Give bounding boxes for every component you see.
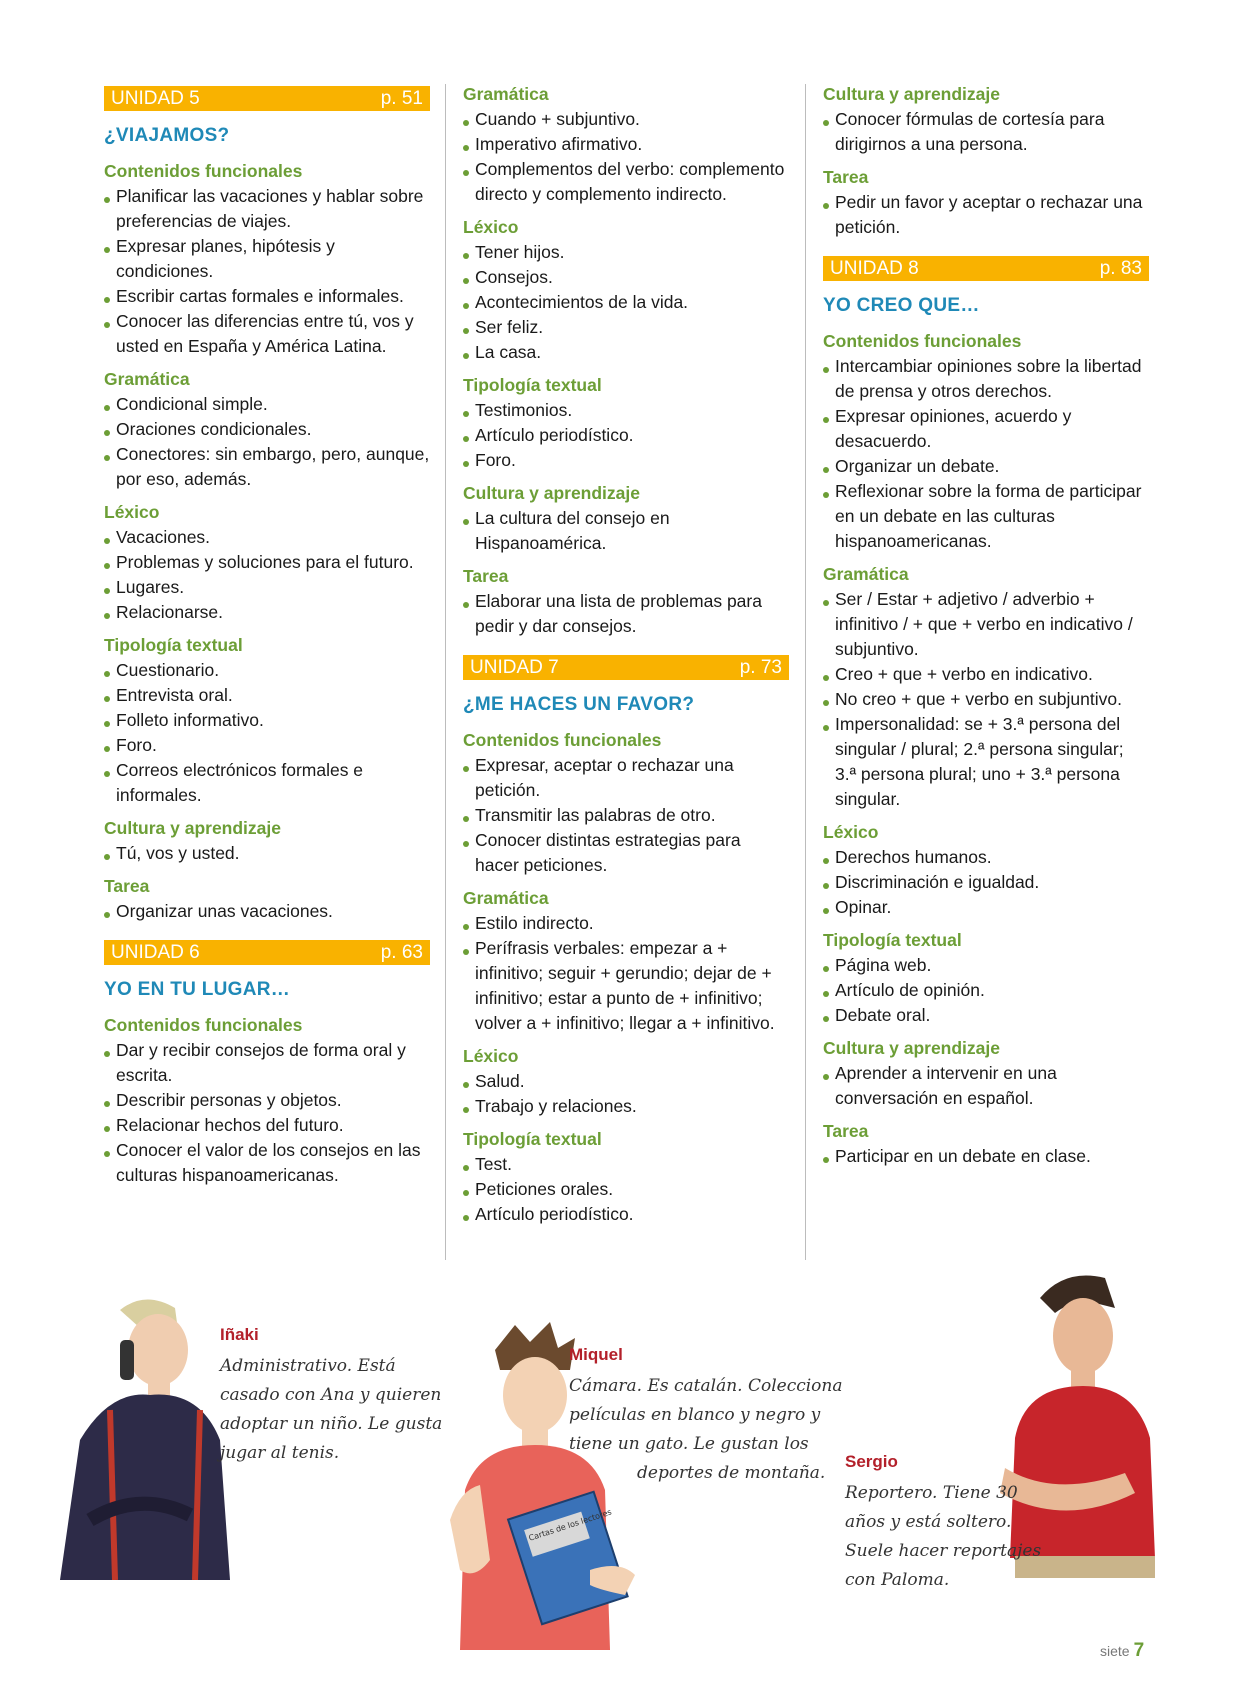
unit-6-tipologia-list: [463, 398, 789, 473]
unit-8-funcionales-list: [823, 354, 1149, 554]
bullet-icon: [463, 170, 469, 176]
page-number-word: siete: [1100, 1643, 1130, 1659]
unit-5-cultura-list: [104, 841, 430, 866]
list-item: Tener hijos.: [463, 240, 789, 265]
unit-7-cultura-heading: Cultura y aprendizaje: [823, 84, 1000, 104]
unit-5-bar[interactable]: [104, 86, 430, 111]
unit-6-cultura-list: [463, 506, 789, 556]
inaki-description: Administrativo. Está casado con Ana y quieren adoptar un niño. Le gusta jugar al tenis.: [220, 1356, 443, 1463]
list-item: Impersonalidad: se + 3.ª persona del singular / plural; 2.ª persona singular; 3.ª persona plural; uno + 3.ª persona singular.: [823, 712, 1149, 812]
list-item: Conectores: sin embargo, pero, aunque, por eso, además.: [104, 442, 430, 492]
bullet-icon: [463, 145, 469, 151]
list-item: Artículo periodístico.: [463, 1202, 789, 1227]
bullet-icon: [823, 367, 829, 373]
bullet-icon: [463, 602, 469, 608]
list-item: Derechos humanos.: [823, 845, 1149, 870]
unit-7-title: ¿ME HACES UN FAVOR?: [463, 694, 695, 715]
miquel-name: Miquel: [569, 1345, 623, 1364]
bullet-icon: [463, 1215, 469, 1221]
list-item: Relacionarse.: [104, 600, 430, 625]
list-item: Dar y recibir consejos de forma oral y escrita.: [104, 1038, 430, 1088]
unit-8-lexico-list: [823, 845, 1149, 920]
unit-5-label: UNIDAD 5: [111, 88, 200, 109]
list-item: Intercambiar opiniones sobre la libertad de prensa y otros derechos.: [823, 354, 1149, 404]
bullet-icon: [823, 600, 829, 606]
list-item: Artículo periodístico.: [463, 423, 789, 448]
bullet-icon: [104, 322, 110, 328]
list-item: Perífrasis verbales: empezar a + infinitivo; seguir + gerundio; dejar de + infinitivo; estar a punto de + infinitivo; volver a + infinitivo; llegar a + infinitivo.: [463, 936, 789, 1036]
unit-5-title: ¿VIAJAMOS?: [104, 125, 230, 146]
list-item: Complementos del verbo: complemento directo y complemento indirecto.: [463, 157, 789, 207]
unit-5-tarea-list: [104, 899, 430, 924]
bullet-icon: [463, 1165, 469, 1171]
unit-5-tipologia-heading: Tipología textual: [104, 635, 243, 655]
unit-6-tipologia-heading: Tipología textual: [463, 375, 602, 395]
list-item: Cuando + subjuntivo.: [463, 107, 789, 132]
unit-5-tarea-heading: Tarea: [104, 876, 150, 896]
unit-8-tipologia-list: [823, 953, 1149, 1028]
unit-5-funcionales-heading: Contenidos funcionales: [104, 161, 303, 181]
unit-8-funcionales-heading: Contenidos funcionales: [823, 331, 1022, 351]
unit-6-page: p. 63: [380, 942, 423, 963]
list-item: Folleto informativo.: [104, 708, 430, 733]
bullet-icon: [823, 417, 829, 423]
bullet-icon: [463, 278, 469, 284]
unit-8-page: p. 83: [1099, 258, 1142, 279]
list-item: Creo + que + verbo en indicativo.: [823, 662, 1149, 687]
bullet-icon: [104, 197, 110, 203]
bullet-icon: [104, 247, 110, 253]
list-item: Correos electrónicos formales e informales.: [104, 758, 430, 808]
unit-7-tipologia-list: [463, 1152, 789, 1227]
list-item: Escribir cartas formales e informales.: [104, 284, 430, 309]
bullet-icon: [104, 563, 110, 569]
list-item: Artículo de opinión.: [823, 978, 1149, 1003]
bullet-icon: [823, 883, 829, 889]
unit-5-tipologia-list: [104, 658, 430, 808]
list-item: Pedir un favor y aceptar o rechazar una petición.: [823, 190, 1149, 240]
unit-8-gramatica-heading: Gramática: [823, 564, 909, 584]
unit-5-page: p. 51: [380, 88, 423, 109]
unit-5-lexico-heading: Léxico: [104, 502, 160, 522]
list-item: Opinar.: [823, 895, 1149, 920]
list-item: Ser / Estar + adjetivo / adverbio + infinitivo / + que + verbo en indicativo / subjuntivo.: [823, 587, 1149, 662]
bullet-icon: [463, 411, 469, 417]
unit-5-gramatica-list: [104, 392, 430, 492]
list-item: Foro.: [463, 448, 789, 473]
unit-6-gramatica-list: [463, 107, 789, 207]
bullet-icon: [104, 1101, 110, 1107]
list-item: Ser feliz.: [463, 315, 789, 340]
list-item: Consejos.: [463, 265, 789, 290]
column-divider: [805, 84, 806, 1260]
bullet-icon: [463, 1107, 469, 1113]
list-item: Tú, vos y usted.: [104, 841, 430, 866]
list-item: Imperativo afirmativo.: [463, 132, 789, 157]
bullet-icon: [823, 467, 829, 473]
bullet-icon: [104, 696, 110, 702]
bullet-icon: [823, 492, 829, 498]
list-item: Lugares.: [104, 575, 430, 600]
list-item: Relacionar hechos del futuro.: [104, 1113, 430, 1138]
list-item: Peticiones orales.: [463, 1177, 789, 1202]
bullet-icon: [463, 1190, 469, 1196]
unit-8-gramatica-list: [823, 587, 1149, 812]
column-1: [104, 82, 430, 1194]
unit-6-cultura-heading: Cultura y aprendizaje: [463, 483, 640, 503]
unit-6-gramatica-heading: Gramática: [463, 84, 549, 104]
bullet-icon: [104, 1126, 110, 1132]
list-item: La cultura del consejo en Hispanoamérica.: [463, 506, 789, 556]
page-number-digit: 7: [1133, 1640, 1145, 1661]
unit-8-tipologia-heading: Tipología textual: [823, 930, 962, 950]
unit-8-cultura-heading: Cultura y aprendizaje: [823, 1038, 1000, 1058]
unit-7-tarea-heading: Tarea: [823, 167, 869, 187]
bullet-icon: [823, 858, 829, 864]
unit-5-gramatica-heading: Gramática: [104, 369, 190, 389]
unit-7-gramatica-list: [463, 911, 789, 1036]
unit-7-gramatica-heading: Gramática: [463, 888, 549, 908]
bullet-icon: [104, 613, 110, 619]
unit-6-bar[interactable]: [104, 940, 430, 965]
unit-7-page: p. 73: [739, 657, 782, 678]
bullet-icon: [463, 253, 469, 259]
unit-8-title: YO CREO QUE…: [823, 295, 980, 316]
unit-7-bar[interactable]: [463, 655, 789, 680]
list-item: Foro.: [104, 733, 430, 758]
list-item: Oraciones condicionales.: [104, 417, 430, 442]
bullet-icon: [104, 854, 110, 860]
bullet-icon: [104, 746, 110, 752]
bullet-icon: [823, 700, 829, 706]
sergio-description: Reportero. Tiene 30 años y está soltero. Suele hacer reportajes con Paloma.: [845, 1483, 1042, 1590]
bullet-icon: [463, 303, 469, 309]
inaki-illustration: [50, 1290, 240, 1580]
sergio-name: Sergio: [845, 1452, 898, 1471]
unit-8-tarea-heading: Tarea: [823, 1121, 869, 1141]
bullet-icon: [463, 816, 469, 822]
bullet-icon: [463, 328, 469, 334]
list-item: Debate oral.: [823, 1003, 1149, 1028]
list-item: Organizar unas vacaciones.: [104, 899, 430, 924]
bullet-icon: [823, 1016, 829, 1022]
unit-8-cultura-list: [823, 1061, 1149, 1111]
list-item: Página web.: [823, 953, 1149, 978]
unit-7-funcionales-heading: Contenidos funcionales: [463, 730, 662, 750]
column-divider: [445, 84, 446, 1260]
list-item: Estilo indirecto.: [463, 911, 789, 936]
list-item: Organizar un debate.: [823, 454, 1149, 479]
list-item: Aprender a intervenir en una conversación en español.: [823, 1061, 1149, 1111]
unit-6-lexico-heading: Léxico: [463, 217, 519, 237]
list-item: Cuestionario.: [104, 658, 430, 683]
list-item: Conocer distintas estrategias para hacer peticiones.: [463, 828, 789, 878]
bullet-icon: [463, 1082, 469, 1088]
unit-6-title: YO EN TU LUGAR…: [104, 979, 291, 1000]
list-item: Testimonios.: [463, 398, 789, 423]
bullet-icon: [104, 771, 110, 777]
unit-8-lexico-heading: Léxico: [823, 822, 879, 842]
list-item: Conocer el valor de los consejos en las culturas hispanoamericanas.: [104, 1138, 430, 1188]
bullet-icon: [104, 538, 110, 544]
unit-7-lexico-list: [463, 1069, 789, 1119]
unit-7-lexico-heading: Léxico: [463, 1046, 519, 1066]
bullet-icon: [463, 436, 469, 442]
bullet-icon: [104, 430, 110, 436]
bullet-icon: [104, 297, 110, 303]
unit-7-funcionales-list: [463, 753, 789, 878]
bullet-icon: [823, 1074, 829, 1080]
column-2: [463, 82, 789, 1233]
unit-6-tarea-heading: Tarea: [463, 566, 509, 586]
list-item: Trabajo y relaciones.: [463, 1094, 789, 1119]
list-item: Problemas y soluciones para el futuro.: [104, 550, 430, 575]
list-item: Describir personas y objetos.: [104, 1088, 430, 1113]
list-item: Vacaciones.: [104, 525, 430, 550]
miquel-description: Cámara. Es catalán. Colecciona películas en blanco y negro y tiene un gato. Le gustan los deportes de montaña.: [569, 1376, 843, 1483]
list-item: Condicional simple.: [104, 392, 430, 417]
bullet-icon: [463, 353, 469, 359]
bullet-icon: [823, 1157, 829, 1163]
list-item: Conocer las diferencias entre tú, vos y usted en España y América Latina.: [104, 309, 430, 359]
list-item: Participar en un debate en clase.: [823, 1144, 1149, 1169]
bullet-icon: [104, 405, 110, 411]
unit-7-tarea-list: [823, 190, 1149, 240]
list-item: Expresar opiniones, acuerdo y desacuerdo.: [823, 404, 1149, 454]
unit-6-label: UNIDAD 6: [111, 942, 200, 963]
unit-8-label: UNIDAD 8: [830, 258, 919, 279]
bullet-icon: [823, 675, 829, 681]
bullet-icon: [463, 766, 469, 772]
bullet-icon: [463, 461, 469, 467]
unit-8-tarea-list: [823, 1144, 1149, 1169]
bullet-icon: [104, 455, 110, 461]
unit-6-tarea-list: [463, 589, 789, 639]
unit-6-funcionales-heading: Contenidos funcionales: [104, 1015, 303, 1035]
unit-5-funcionales-list: [104, 184, 430, 359]
bullet-icon: [823, 908, 829, 914]
unit-7-label: UNIDAD 7: [470, 657, 559, 678]
bullet-icon: [463, 519, 469, 525]
bullet-icon: [823, 120, 829, 126]
list-item: Expresar planes, hipótesis y condiciones.: [104, 234, 430, 284]
bullet-icon: [463, 924, 469, 930]
inaki-name: Iñaki: [220, 1325, 259, 1344]
list-item: Expresar, aceptar o rechazar una petición.: [463, 753, 789, 803]
bullet-icon: [463, 120, 469, 126]
bullet-icon: [104, 912, 110, 918]
bullet-icon: [104, 1151, 110, 1157]
bullet-icon: [463, 841, 469, 847]
list-item: Planificar las vacaciones y hablar sobre preferencias de viajes.: [104, 184, 430, 234]
list-item: Salud.: [463, 1069, 789, 1094]
unit-6-funcionales-list: [104, 1038, 430, 1188]
unit-6-lexico-list: [463, 240, 789, 365]
column-3: [823, 82, 1149, 1175]
bullet-icon: [823, 991, 829, 997]
page-number: [1100, 1640, 1144, 1662]
list-item: La casa.: [463, 340, 789, 365]
list-item: Test.: [463, 1152, 789, 1177]
list-item: Acontecimientos de la vida.: [463, 290, 789, 315]
bullet-icon: [104, 671, 110, 677]
list-item: Transmitir las palabras de otro.: [463, 803, 789, 828]
book-label-text: Cartas de los lectores: [527, 1507, 613, 1543]
bullet-icon: [104, 588, 110, 594]
unit-7-tipologia-heading: Tipología textual: [463, 1129, 602, 1149]
unit-8-bar[interactable]: [823, 256, 1149, 281]
bullet-icon: [104, 1051, 110, 1057]
bullet-icon: [104, 721, 110, 727]
list-item: Elaborar una lista de problemas para pedir y dar consejos.: [463, 589, 789, 639]
bullet-icon: [823, 725, 829, 731]
unit-7-cultura-list: [823, 107, 1149, 157]
list-item: Reflexionar sobre la forma de participar en un debate en las culturas hispanoamericanas.: [823, 479, 1149, 554]
list-item: No creo + que + verbo en subjuntivo.: [823, 687, 1149, 712]
bullet-icon: [463, 949, 469, 955]
unit-5-lexico-list: [104, 525, 430, 625]
bullet-icon: [823, 203, 829, 209]
unit-5-cultura-heading: Cultura y aprendizaje: [104, 818, 281, 838]
list-item: Conocer fórmulas de cortesía para dirigirnos a una persona.: [823, 107, 1149, 157]
list-item: Entrevista oral.: [104, 683, 430, 708]
bullet-icon: [823, 966, 829, 972]
list-item: Discriminación e igualdad.: [823, 870, 1149, 895]
